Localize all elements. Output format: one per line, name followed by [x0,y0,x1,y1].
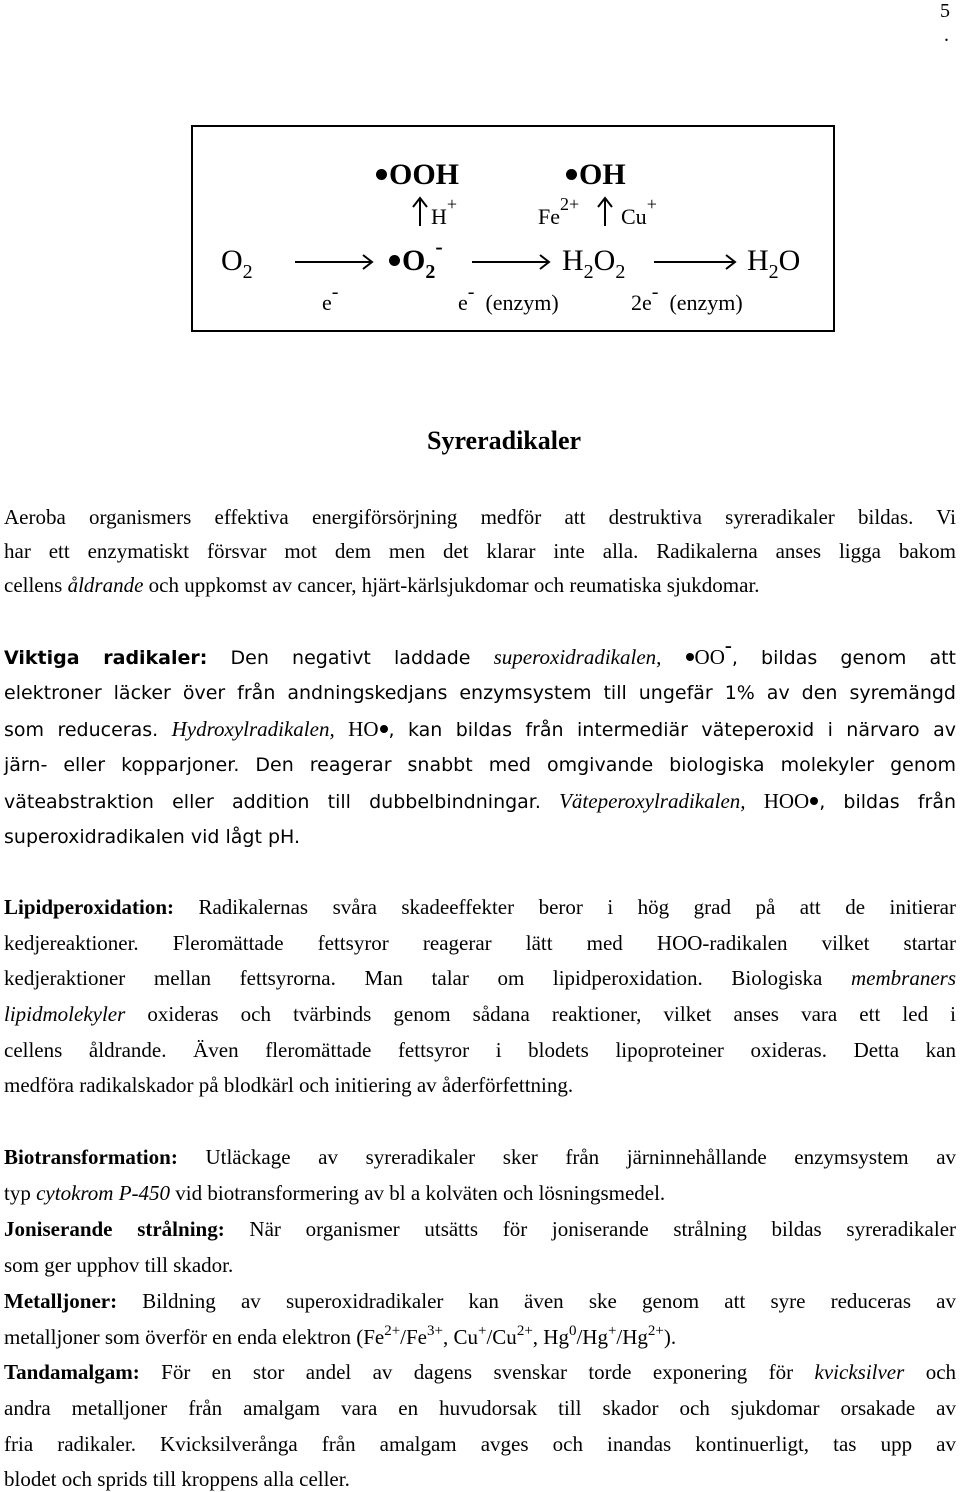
radical-dot-icon [566,169,577,180]
radical-dot-icon [389,255,400,266]
up-arrow-icon [410,196,430,228]
step-2-label: e- (enzym) [458,281,559,315]
p6-line-1: Metalljoner: Bildning av superoxidradikaler kan även ske genom att syre reduceras av [4,1289,957,1313]
p7-line-2: andra metalljoner från amalgam vara en huvudorsak till skador och sjukdomar orsakade av [4,1396,956,1420]
right-arrow-icon [295,252,375,272]
step-3-label: 2e- (enzym) [631,281,743,315]
p7-line-1: Tandamalgam: För en stor andel av dagens svenskar torde exponering för kvicksilver och [4,1360,957,1384]
radical-dot-icon [380,725,388,733]
label-cu-plus: Cu+ [621,194,657,229]
p4-line-2: typ cytokrom P-450 vid biotransformering av bl a kolväten och lösningsmedel. [4,1181,666,1205]
p7-line-3: fria radikaler. Kvicksilverånga från amalgam avges och inandas kontinuerligt, tas upp av [4,1432,956,1456]
radical-dot-icon [376,169,387,180]
p3-line-6: medföra radikalskador på blodkärl och initiering av åderförfettning. [4,1073,574,1097]
p1-line-1: Aeroba organismers effektiva energiförsörjning medför att destruktiva syreradikaler bildas. Vi [4,505,956,529]
label-h-plus: H+ [431,194,458,229]
p4-line-1: Biotransformation: Utläckage av syreradikaler sker från järninnehållande enzymsystem av [4,1145,957,1169]
radical-oh [566,158,626,192]
p3-line-3: kedjeraktioner mellan fettsyrorna. Man talar om lipidperoxidation. Biologiska membraners [4,966,956,990]
p2-line-5: väteabstraktion eller addition till dubbelbindningar. Väteperoxylradikalen, HOO , bildas från [4,789,957,813]
step-1-label: e- [322,281,339,315]
p5-line-1: Joniserande strålning: När organismer utsätts för joniserande strålning bildas syreradikaler [4,1217,957,1241]
p3-line-2: kedjereaktioner. Fleromättade fettsyror reagerar lätt med HOO-radikalen vilket startar [4,931,956,955]
radical-dot-icon [686,653,694,661]
species-h2o: $H_2O$ [747,244,801,283]
radical-ooh [376,158,459,192]
p1-line-3: cellens åldrande och uppkomst av cancer, hjärt-kärlsjukdomar och reumatiska sjukdomar. [4,573,760,597]
p3-line-4: lipidmolekyler oxideras och tvärbinds genom sådana reaktioner, vilket anses vara ett led i [4,1002,957,1026]
p3-line-5: cellens åldrande. Även fleromättade fettsyror i blodets lipoproteiner oxideras. Detta kan [4,1038,956,1062]
p5-line-2: som ger upphov till skador. [4,1253,234,1277]
p2-line-1: Viktiga radikaler: Den negativt laddade superoxidradikalen, OO-, bildas genom att [4,633,957,669]
species-h2o2: $H_2O_2$ [562,244,626,283]
radical-oh-label: OH [579,158,626,191]
p2-line-4: järn- eller kopparjoner. Den reagerar snabbt med omgivande biologiska molekyler genom [4,754,956,776]
p3-line-1: Lipidperoxidation: Radikalernas svåra skadeeffekter beror i hög grad på att de initierar [4,895,956,919]
section-heading: Syreradikaler [427,426,582,455]
up-arrow-icon [595,196,615,228]
page-number-dot: . [944,24,949,46]
p6-line-2: metalljoner som överför en enda elektron ($Fe^{2+}/Fe^{3+}$, $Cu^+/Cu^{2+}$, $Hg^0/Hg^+/Hg^{2+}$). [4,1323,677,1349]
label-fe-2plus: $Fe^{2+}$ [538,194,580,229]
radical-ooh-label: OOH [389,158,460,191]
species-superoxide: $O_2^-$ [389,244,443,281]
p1-line-2: har ett enzymatiskt försvar mot dem men det klarar inte alla. Radikalerna anses ligga bakom [4,539,956,563]
radical-dot-icon [810,797,818,805]
right-arrow-icon [654,252,738,272]
p2-line-3: som reduceras. Hydroxylradikalen, HO , kan bildas från intermediär väteperoxid i närvaro av [4,717,956,741]
right-arrow-icon [472,252,552,272]
page-number: 5 [940,0,950,22]
species-o2: $O_2$ [221,244,253,283]
p7-line-4: blodet och sprids till kroppens alla celler. [4,1467,350,1491]
p2-line-6: superoxidradikalen vid lågt pH. [4,826,301,848]
p2-line-2: elektroner läcker över från andningskedjans enzymsystem till ungefär 1% av den syremängd [4,682,956,704]
